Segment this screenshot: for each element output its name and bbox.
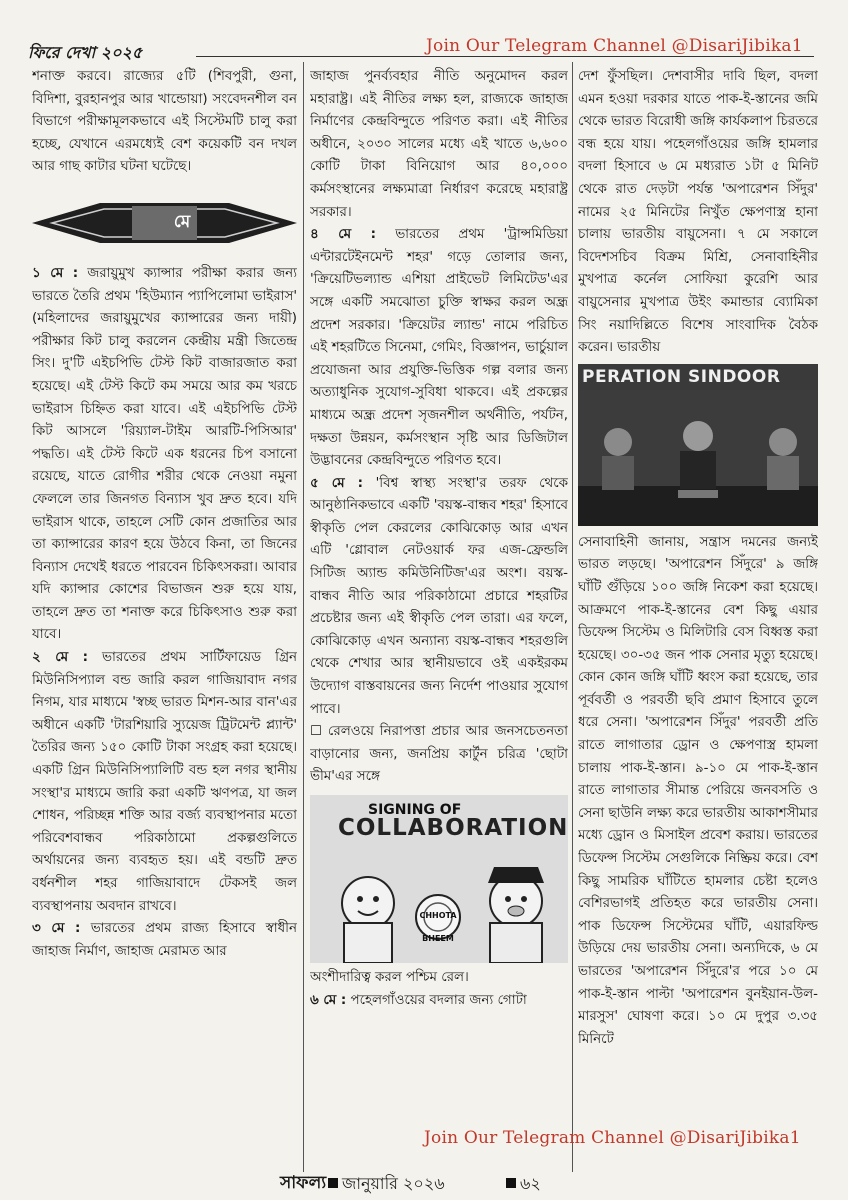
- event-text: পহেলগাঁওয়ের বদলার জন্য গোটা: [346, 992, 527, 1008]
- paragraph: অংশীদারিত্ব করল পশ্চিম রেল।: [310, 970, 469, 985]
- footer-square-icon: [506, 1178, 516, 1188]
- event-may-4: [310, 224, 568, 473]
- bullet-text: রেলওয়ে নিরাপত্তা প্রচার আর জনসচেতনতা বাড়ানোর জন্য, জনপ্রিয় কার্টুন চরিত্র 'ছোটা ভীম'এর সঙ্গে: [310, 724, 568, 785]
- column-divider-2: [572, 62, 573, 1172]
- chhota-bheem-badge: CHHOTA BHEEM: [419, 911, 457, 943]
- month-banner: [32, 193, 297, 253]
- paragraph: সেনাবাহিনী জানায়, সন্ত্রাস দমনের জন্যই ভারত লড়ছে। 'অপারেশন সিঁদুরে' ৯ জঙ্গি ঘাঁটি গুঁড়িয়ে ১০০ জঙ্গি নিকেশ করা হয়েছে। আক্রমণে পাক-ই-স্তানের বেশ কিছু এয়ার ডিফেন্স সিস্টেম ও মিলিটারি বেস বিধ্বস্ত করা হয়েছে। ৩০-৩৫ জন পাক সেনার মৃত্যু হয়েছে। কোন কোন জঙ্গি ঘাঁটি ধ্বংস করা হয়েছে, তার পূর্ববর্তী ও পরবর্তী ছবি প্রমাণ হিসাবে তুলে ধরে সেনা। 'অপারেশন সিঁদুর' পরবর্তী প্রতি রাতে লাগাতার ড্রোন ও ক্ষেপণাস্ত্র হামলা চালায় পাক-ই-স্তান। ৯-১০ মে পাক-ই-স্তান রাতে লাগাতার সীমান্ত পেরিয়ে জনবসতি ও সেনা ছাউনি লক্ষ্য করে ভারতীয় আকাশসীমার মধ্যে ড্রোন ও মিসাইল প্রবেশ করায়। ভারতের ডিফেন্স সিস্টেম সেগুলিকে নিষ্ক্রিয় করে। বেশ কিছু সামরিক ঘাঁটিতে হামলার চেষ্টা হলেও বেশিরভাগই প্রতিহত করে ভারতীয় সেনা। পাক ডিফেন্স সিস্টেমের ঘাঁটি, এয়ারফিল্ড উড়িয়ে দেয় ভারতীয় সেনা। অন্যদিকে, ৬ মে ভারতের 'অপারেশন সিঁদুরে'র পরে ১০ মে পাক-ই-স্তান পাল্টা 'অপারেশন বুনইয়ান-উল-মারসুস' ঘোষণা করে। ১০ মে দুপুর ৩.৩৫ মিনিটে: [578, 534, 818, 1047]
- event-date: ১ মে :: [32, 265, 79, 281]
- collaboration-illustration: [310, 795, 568, 963]
- month-label: মে: [173, 211, 191, 232]
- event-date: ৬ মে :: [310, 992, 347, 1008]
- column-2: [310, 66, 568, 1166]
- event-date: ২ মে :: [32, 650, 88, 666]
- bullet-item: [310, 721, 568, 789]
- event-text: ভারতের প্রথম রাজ্য হিসাবে স্বাধীন জাহাজ নির্মাণ, জাহাজ মেরামত আর: [32, 921, 297, 959]
- press-briefing-image: [578, 390, 818, 526]
- telegram-watermark-top: Join Our Telegram Channel @DisariJibika1: [426, 36, 803, 56]
- operation-sindoor-photo: [578, 364, 818, 526]
- event-date: ৩ মে :: [32, 921, 81, 937]
- page-footer: [0, 1170, 848, 1200]
- column-divider-1: [303, 62, 304, 1172]
- footer-month: জানুয়ারি ২০২৬: [342, 1174, 445, 1193]
- footer-square-icon: [328, 1178, 338, 1188]
- event-text: ভারতের প্রথম সার্টিফায়েড গ্রিন মিউনিসিপ্যাল বন্ড জারি করল গাজিয়াবাদ নগর নিগম, যার মাধ্যমে 'স্বচ্ছ ভারত মিশন-আর বান'এর অধীনে একটি 'টারশিয়ারি স্যুয়েজ ট্রিটমেন্ট প্ল্যান্ট' তৈরির জন্য ১৫০ কোটি টাকা সংগ্রহ করা হয়েছে। একটি গ্রিন মিউনিসিপ্যালিটি বন্ড হল নগর স্থানীয় সংস্থা'র মাধ্যমে জারি করা একটি ঋণপত্র, যা জল শোধন, পরিচ্ছন্ন শক্তি আর বর্জ্য ব্যবস্থাপনার মতো পরিবেশবান্ধব পরিকাঠামো প্রকল্পগুলিতে অর্থায়নের জন্য ব্যবহৃত হয়। এই বন্ডটি দ্রুত বর্ধনশীল শহর গাজিয়াবাদে টেকসই জল ব্যবস্থাপনায় অবদান রাখবে।: [32, 650, 297, 914]
- event-may-2: [32, 647, 297, 918]
- photo-banner-text: PERATION SINDOOR: [578, 364, 818, 390]
- event-may-3: [32, 918, 297, 963]
- header-rule: [196, 56, 814, 57]
- event-date: ৫ মে :: [310, 475, 363, 491]
- event-text: ভারতের প্রথম 'ট্রান্সমিডিয়া এন্টারটেইনমেন্ট শহর' গড়ে তোলার জন্য, 'ক্রিয়েটিভল্যান্ড এশিয়া প্রাইভেট লিমিটেড'এর সঙ্গে একটি সমঝোতা চুক্তি স্বাক্ষর করল অন্ধ্র প্রদেশ সরকার। 'ক্রিয়েটর ল্যান্ড' নামে পরিচিত এই শহরটিতে সিনেমা, গেমিং, বিজ্ঞাপন, ভার্চুয়াল প্রযোজনা আর প্রযুক্তি-ভিত্তিক গল্প বলার জন্য অত্যাধুনিক সুযোগ-সুবিধা থাকবে। এই প্রকল্পের মাধ্যমে অন্ধ্র প্রদেশ সৃজনশীল অর্থনীতি, পর্যটন, দক্ষতা উন্নয়ন, কর্মসংস্থান সৃষ্টি আর ডিজিটাল উদ্ভাবনের কেন্দ্রবিন্দুতে পরিণত হবে।: [310, 227, 568, 469]
- event-date: ৪ মে :: [310, 227, 377, 243]
- event-text: জরায়ুমুখ ক্যান্সার পরীক্ষা করার জন্য ভারতে তৈরি প্রথম 'হিউম্যান প্যাপিলোমা ভাইরাস' (মহিলাদের জরায়ুমুখের ক্যান্সারের জন্য দায়ী) পরীক্ষার কিট চালু করলেন কেন্দ্রীয় মন্ত্রী জিতেন্দ্র সিং। দু'টি এইচপিভি টেস্ট কিট বাজারজাত করা হয়েছে। এই টেস্ট কিটে কম সময়ে আর কম খরচে ভাইরাস চিহ্নিত করা যাবে। এই এইচপিভি টেস্ট কিট আসলে 'রিয়্যাল-টাইম আরটি-পিসিআর' পদ্ধতি। এই টেস্ট কিটে এক ধরনের চিপ বসানো রয়েছে, যাতে রোগীর শরীর থেকে নেওয়া নমুনা ফেললে তার জিনগত বিন্যাস খুব দ্রুত হবে। যদি ভাইরাস থাকে, তাহলে সেটি কোন প্রজাতির আর তা ক্যান্সারের কারণ হয়ে উঠবে কিনা, তা জিনের বিন্যাস দেখেই ধরতে পারবেন চিকিৎসকরা। আবার যদি ক্যান্সার কোশের বিভাজন শুরু হয়ে যায়, তাহলে দ্রুত তা শনাক্ত করে চিকিৎসাও শুরু করা যাবে।: [32, 265, 297, 643]
- column-1: [32, 66, 297, 1166]
- paragraph: শনাক্ত করবে। রাজ্যের ৫টি (শিবপুরী, গুনা, বিদিশা, বুরহানপুর আর খান্ডোয়া) সংবেদনশীল বন বিভাগে পরীক্ষামূলকভাবে এই সিস্টেমটি চালু করা হচ্ছে, যেখানে এরমধ্যেই বেশ কয়েকটি বন দখল আর গাছ কাটার ঘটনা ঘটেছে।: [32, 69, 297, 175]
- telegram-watermark-bottom: Join Our Telegram Channel @DisariJibika1: [424, 1128, 801, 1148]
- page-number: ৬২: [520, 1174, 541, 1193]
- paragraph: জাহাজ পুনর্ব্যবহার নীতি অনুমোদন করল মহারাষ্ট্র। এই নীতির লক্ষ্য হল, রাজ্যকে জাহাজ নির্মাণের কেন্দ্রবিন্দুতে পরিণত করা। এই নীতির অধীনে, ২০৩০ সালের মধ্যে এই খাতে ৬,৬০০ কোটি টাকা বিনিয়োগ আর ৪০,০০০ কর্মসংস্থানের লক্ষ্যমাত্রা নির্ধারণ করেছে মহারাষ্ট্র সরকার।: [310, 69, 568, 220]
- paragraph: দেশ ফুঁসছিল। দেশবাসীর দাবি ছিল, বদলা এমন হওয়া দরকার যাতে পাক-ই-স্তানের জমি থেকে ভারত বিরোধী জঙ্গি কার্যকলাপ চিরতরে বন্ধ হয়ে যায়। পহেলগাঁওয়ের জঙ্গি হামলার বদলা হিসাবে ৬ মে মধ্যরাত ১টা ৫ মিনিট থেকে রাত দেড়টা পর্যন্ত 'অপারেশন সিঁদুর' নামের ২৫ মিনিটের নিখুঁত ক্ষেপণাস্ত্র হানা চালায় ভারতীয় বায়ুসেনা। ৭ মে সকালে বিদেশসচিব বিক্রম মিশ্রি, সেনাবাহিনীর মুখপাত্র কর্নেল সোফিয়া কুরেশি আর বায়ুসেনার মুখপাত্র উইং কমান্ডার ব্যোমিকা সিং নয়াদিল্লিতে বিশেষ সাংবাদিক বৈঠক করেন। ভারতীয়: [578, 69, 818, 356]
- illustration-heading-line1: SIGNING OF: [368, 802, 462, 818]
- column-3: [578, 66, 818, 1166]
- illustration-heading-line2: COLLABORATION: [338, 815, 568, 841]
- event-may-6: [310, 990, 568, 1013]
- section-title: ফিরে দেখা ২০২৫: [28, 43, 143, 62]
- event-may-1: [32, 263, 297, 647]
- event-text: 'বিশ্ব স্বাস্থ্য সংস্থা'র তরফ থেকে আনুষ্ঠানিকভাবে একটি 'বয়স্ক-বান্ধব শহর' হিসাবে স্বীকৃতি পেল কেরলের কোঝিকোড় আর এখন এটি 'গ্লোবাল নেটওয়ার্ক ফর এজ-ফ্রেন্ডলি সিটিজ অ্যান্ড কমিউনিটিজ'এর অংশ। বয়স্ক-বান্ধব নীতি আর পরিকাঠামো প্রচারে শহরটির প্রচেষ্টার জন্য এই স্বীকৃতি পেল তারা। এর ফলে, কোঝিকোড় এখন অন্যান্য বয়স্ক-বান্ধব শহরগুলি থেকে শেখার আর স্থানীয়ভাবে ওই একইরকম উদ্যোগ বাস্তবায়নের জন্য নির্দেশ পাওয়ার সুযোগ পাবে।: [310, 475, 568, 717]
- event-may-5: [310, 473, 568, 722]
- magazine-name: সাফল্য: [280, 1173, 327, 1193]
- checkbox-bullet-icon: ☐: [310, 724, 323, 740]
